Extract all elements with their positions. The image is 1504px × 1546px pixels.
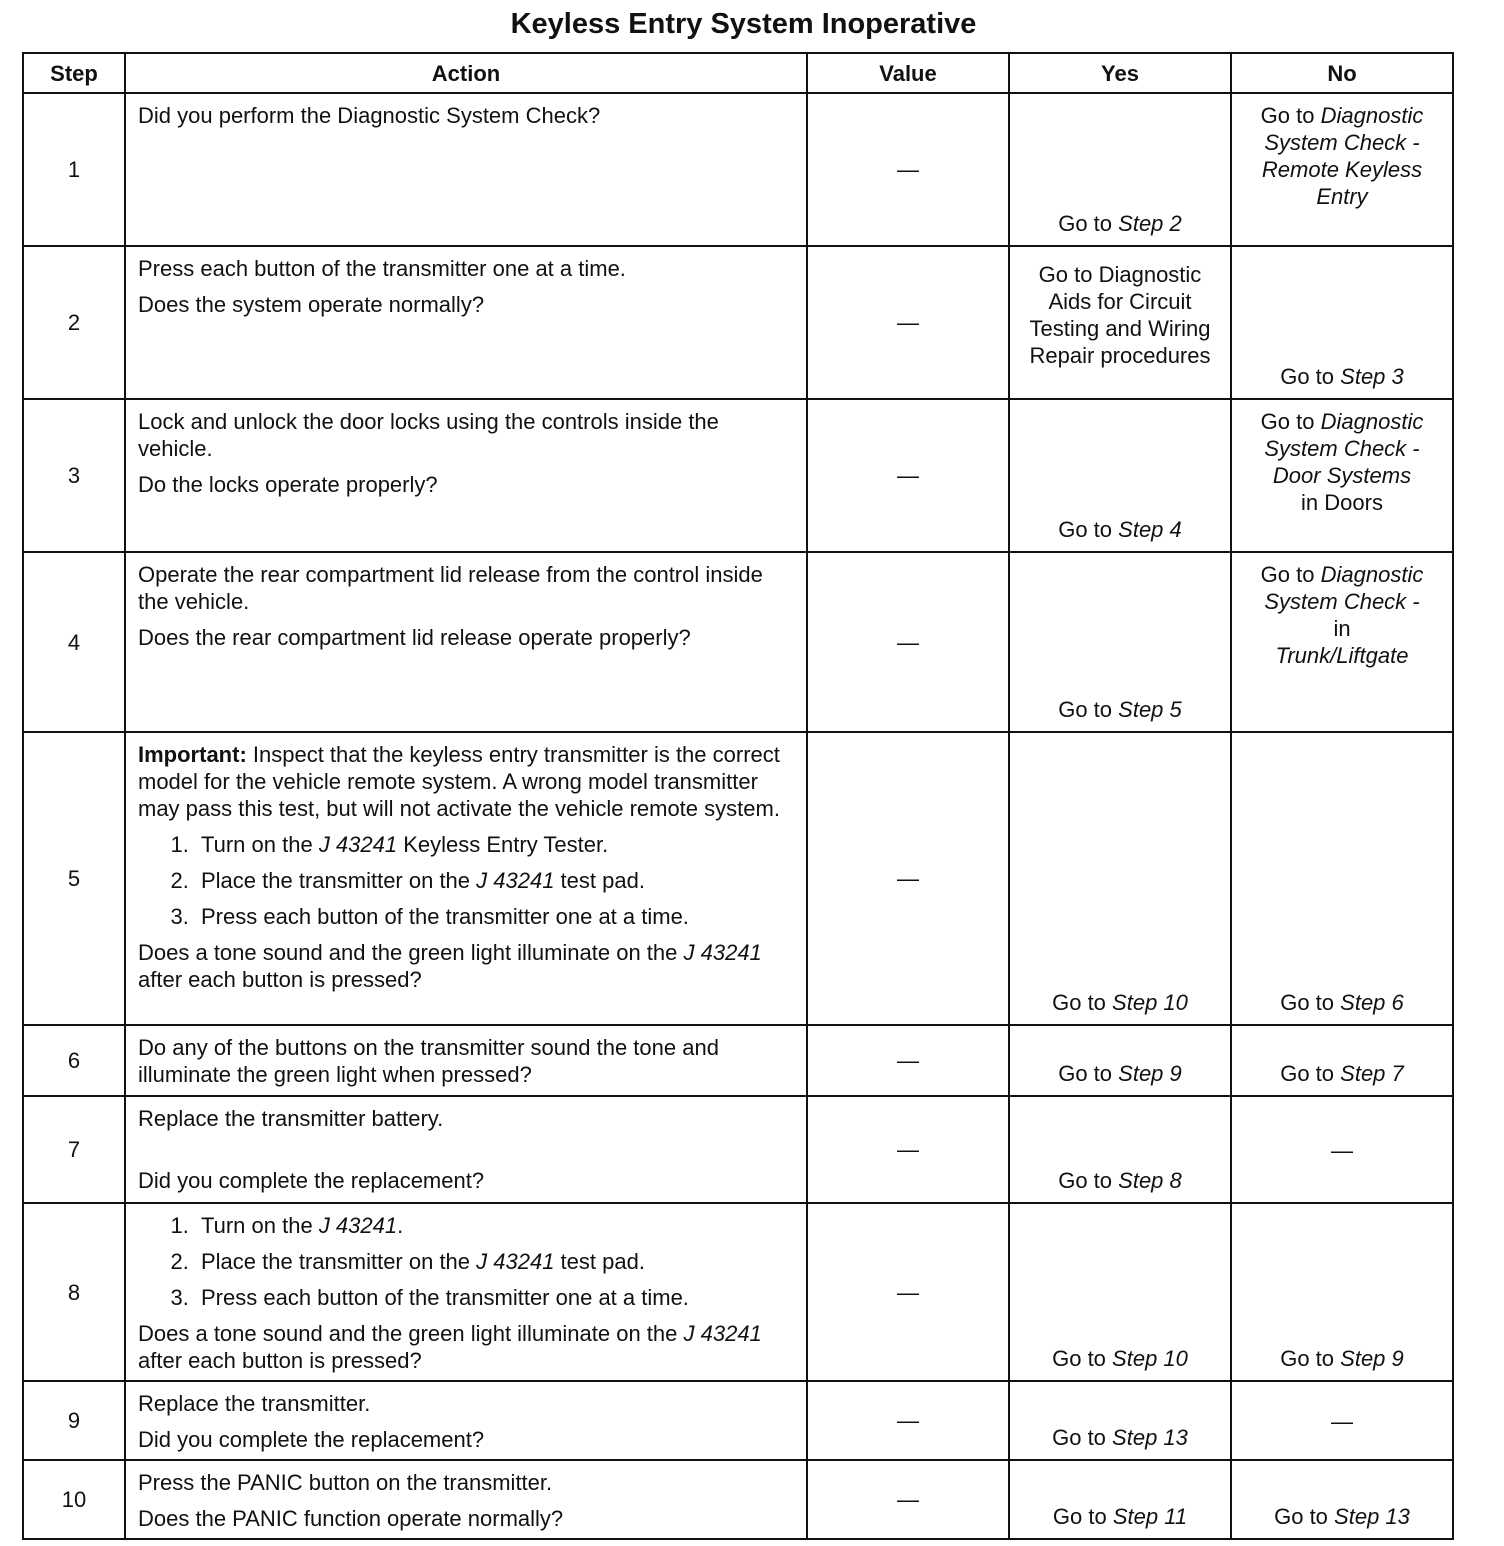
yes-cell: [1009, 399, 1231, 552]
action-cell: [125, 1025, 807, 1096]
list-item: [195, 1212, 796, 1239]
yes-cell: [1009, 1203, 1231, 1381]
value-cell: —: [807, 1096, 1009, 1203]
tool-ref: J 43241: [683, 940, 762, 965]
no-ref-line: System Check -: [1264, 130, 1420, 155]
no-ref-line: Diagnostic: [1320, 562, 1424, 587]
action-question: Did you complete the replacement?: [138, 1168, 485, 1193]
yes-cell: [1009, 93, 1231, 246]
value-cell: —: [807, 1381, 1009, 1460]
go-to-label: Go to: [1260, 562, 1315, 587]
action-text: Press the PANIC button on the transmitter.: [138, 1470, 553, 1495]
yes-text-line: Testing and Wiring: [1029, 316, 1211, 341]
go-to-label: Go to: [1052, 1504, 1107, 1529]
value-cell: —: [807, 1460, 1009, 1539]
action-question: Does the rear compartment lid release operate properly?: [138, 625, 691, 650]
table-row: [23, 1025, 1453, 1096]
header-value: Value: [807, 53, 1009, 93]
yes-cell: [1009, 1096, 1231, 1203]
yes-cell: [1009, 1381, 1231, 1460]
header-no: No: [1231, 53, 1453, 93]
table-row: [23, 1096, 1453, 1203]
action-cell: [125, 1096, 807, 1203]
yes-cell: [1009, 1460, 1231, 1539]
no-ref-line: Door Systems: [1272, 463, 1412, 488]
question-text: after each button is pressed?: [138, 967, 422, 992]
diagnostic-table: [22, 52, 1454, 1540]
important-label: Important:: [138, 742, 247, 767]
no-cell: [1231, 732, 1453, 1025]
no-cell: [1231, 1203, 1453, 1381]
no-ref-line: Entry: [1316, 184, 1368, 209]
list-text: Keyless Entry Tester.: [397, 832, 609, 857]
action-question: Do the locks operate properly?: [138, 472, 438, 497]
step-number: 6: [23, 1025, 125, 1096]
go-to-label: Go to: [1052, 990, 1106, 1015]
question-text: Does a tone sound and the green light illuminate on the: [138, 940, 684, 965]
yes-step-ref: Step 9: [1118, 1061, 1182, 1086]
header-action: Action: [125, 53, 807, 93]
action-text: Did you perform the Diagnostic System Check?: [138, 103, 601, 128]
step-number: 10: [23, 1460, 125, 1539]
list-item: [195, 1284, 796, 1311]
action-question: [138, 1320, 796, 1374]
action-question: Does the system operate normally?: [138, 292, 485, 317]
no-cell: —: [1231, 1381, 1453, 1460]
yes-text-line: Go to Diagnostic: [1038, 262, 1202, 287]
yes-cell: [1009, 246, 1231, 399]
go-to-label: Go to: [1260, 103, 1315, 128]
action-question: Does the PANIC function operate normally?: [138, 1506, 564, 1531]
yes-step-ref: Step 10: [1112, 1346, 1188, 1371]
action-cell: [125, 732, 807, 1025]
no-ref-line: System Check -: [1264, 589, 1420, 614]
list-item: [195, 1248, 796, 1275]
header-row: [23, 53, 1453, 93]
go-to-label: Go to: [1052, 1346, 1106, 1371]
action-cell: [125, 246, 807, 399]
no-step-ref: Step 9: [1340, 1346, 1404, 1371]
go-to-label: Go to: [1058, 697, 1113, 722]
tool-ref: J 43241: [476, 1249, 555, 1274]
no-step-ref: Step 6: [1340, 990, 1404, 1015]
step-number: 2: [23, 246, 125, 399]
action-question: [138, 939, 796, 993]
table-row: [23, 552, 1453, 732]
no-ref-line: in Doors: [1301, 490, 1383, 515]
list-text: test pad.: [554, 868, 645, 893]
go-to-label: Go to: [1058, 1168, 1113, 1193]
tool-ref: J 43241: [683, 1321, 762, 1346]
no-cell: [1231, 246, 1453, 399]
value-cell: —: [807, 93, 1009, 246]
yes-step-ref: Step 4: [1118, 517, 1182, 542]
yes-cell: [1009, 1025, 1231, 1096]
list-item: [195, 903, 796, 930]
no-step-ref: Step 7: [1340, 1061, 1404, 1086]
go-to-label: Go to: [1058, 211, 1113, 236]
yes-step-ref: Step 2: [1118, 211, 1182, 236]
step-number: 7: [23, 1096, 125, 1203]
list-text: Turn on the: [201, 832, 319, 857]
go-to-label: Go to: [1280, 1346, 1335, 1371]
action-cell: [125, 399, 807, 552]
go-to-label: Go to: [1058, 517, 1113, 542]
value-cell: —: [807, 246, 1009, 399]
action-text: Lock and unlock the door locks using the controls inside the vehicle.: [138, 409, 719, 461]
list-text: Press each button of the transmitter one at a time.: [201, 1285, 689, 1310]
no-cell: [1231, 552, 1453, 732]
table-row: [23, 1203, 1453, 1381]
question-text: Does a tone sound and the green light illuminate on the: [138, 1321, 684, 1346]
no-cell: [1231, 1460, 1453, 1539]
procedure-list: [138, 831, 796, 930]
yes-cell: [1009, 732, 1231, 1025]
no-ref-line: Diagnostic: [1320, 103, 1424, 128]
value-cell: —: [807, 552, 1009, 732]
yes-step-ref: Step 10: [1112, 990, 1188, 1015]
tool-ref: J 43241: [476, 868, 555, 893]
go-to-label: Go to: [1260, 409, 1315, 434]
action-cell: [125, 1381, 807, 1460]
step-number: 3: [23, 399, 125, 552]
tool-ref: J 43241: [318, 1213, 398, 1238]
header-step: Step: [23, 53, 125, 93]
no-cell: [1231, 1025, 1453, 1096]
go-to-label: Go to: [1280, 1061, 1335, 1086]
important-note: [138, 741, 796, 822]
page-title: Keyless Entry System Inoperative: [510, 8, 977, 40]
step-number: 8: [23, 1203, 125, 1381]
no-ref-line: Trunk/Liftgate: [1275, 643, 1409, 668]
action-text: Operate the rear compartment lid release from the control inside the vehicle.: [138, 562, 763, 614]
question-text: after each button is pressed?: [138, 1348, 422, 1373]
go-to-label: Go to: [1052, 1425, 1106, 1450]
no-ref-line: System Check -: [1264, 436, 1420, 461]
list-item: [195, 831, 796, 858]
table-row: [23, 399, 1453, 552]
yes-step-ref: Step 11: [1112, 1504, 1188, 1529]
value-cell: —: [807, 399, 1009, 552]
list-text: .: [397, 1213, 404, 1238]
action-text: Replace the transmitter.: [138, 1391, 371, 1416]
go-to-label: Go to: [1058, 1061, 1113, 1086]
important-text: Inspect that the keyless entry transmitter is the correct model for the vehicle remote system. A wrong model transmitter may pass this test, but will not activate the vehicle remote system.: [138, 742, 780, 821]
yes-text-line: Repair procedures: [1029, 343, 1211, 368]
action-question: Do any of the buttons on the transmitter sound the tone and illuminate the green light when pressed?: [138, 1035, 719, 1087]
value-cell: —: [807, 732, 1009, 1025]
list-text: Place the transmitter on the: [201, 868, 477, 893]
no-cell: [1231, 399, 1453, 552]
list-text: test pad.: [554, 1249, 645, 1274]
action-cell: [125, 1203, 807, 1381]
list-text: Place the transmitter on the: [201, 1249, 477, 1274]
list-item: [195, 867, 796, 894]
action-cell: [125, 93, 807, 246]
no-step-ref: Step 13: [1334, 1504, 1410, 1529]
go-to-label: Go to: [1274, 1504, 1328, 1529]
no-ref-line: Remote Keyless: [1261, 157, 1423, 182]
action-cell: [125, 552, 807, 732]
list-text: Press each button of the transmitter one at a time.: [201, 904, 689, 929]
yes-step-ref: Step 13: [1112, 1425, 1188, 1450]
table-row: [23, 93, 1453, 246]
yes-text-line: Aids for Circuit: [1048, 289, 1192, 314]
table-row: [23, 246, 1453, 399]
step-number: 4: [23, 552, 125, 732]
go-to-label: Go to: [1280, 990, 1335, 1015]
step-number: 5: [23, 732, 125, 1025]
no-step-ref: Step 3: [1340, 364, 1404, 389]
step-number: 9: [23, 1381, 125, 1460]
yes-step-ref: Step 5: [1118, 697, 1182, 722]
table-row: [23, 1460, 1453, 1539]
no-cell: [1231, 93, 1453, 246]
action-text: Replace the transmitter battery.: [138, 1106, 444, 1131]
no-ref-line: Diagnostic: [1320, 409, 1424, 434]
table-row: [23, 732, 1453, 1025]
no-ref-line: in: [1333, 616, 1351, 641]
table-row: [23, 1381, 1453, 1460]
action-text: Press each button of the transmitter one at a time.: [138, 256, 626, 281]
no-cell: —: [1231, 1096, 1453, 1203]
list-text: Turn on the: [201, 1213, 319, 1238]
action-question: Did you complete the replacement?: [138, 1427, 485, 1452]
tool-ref: J 43241: [318, 832, 398, 857]
value-cell: —: [807, 1025, 1009, 1096]
procedure-list: [138, 1212, 796, 1311]
action-cell: [125, 1460, 807, 1539]
header-yes: Yes: [1009, 53, 1231, 93]
step-number: 1: [23, 93, 125, 246]
yes-cell: [1009, 552, 1231, 732]
go-to-label: Go to: [1280, 364, 1335, 389]
value-cell: —: [807, 1203, 1009, 1381]
yes-step-ref: Step 8: [1118, 1168, 1182, 1193]
